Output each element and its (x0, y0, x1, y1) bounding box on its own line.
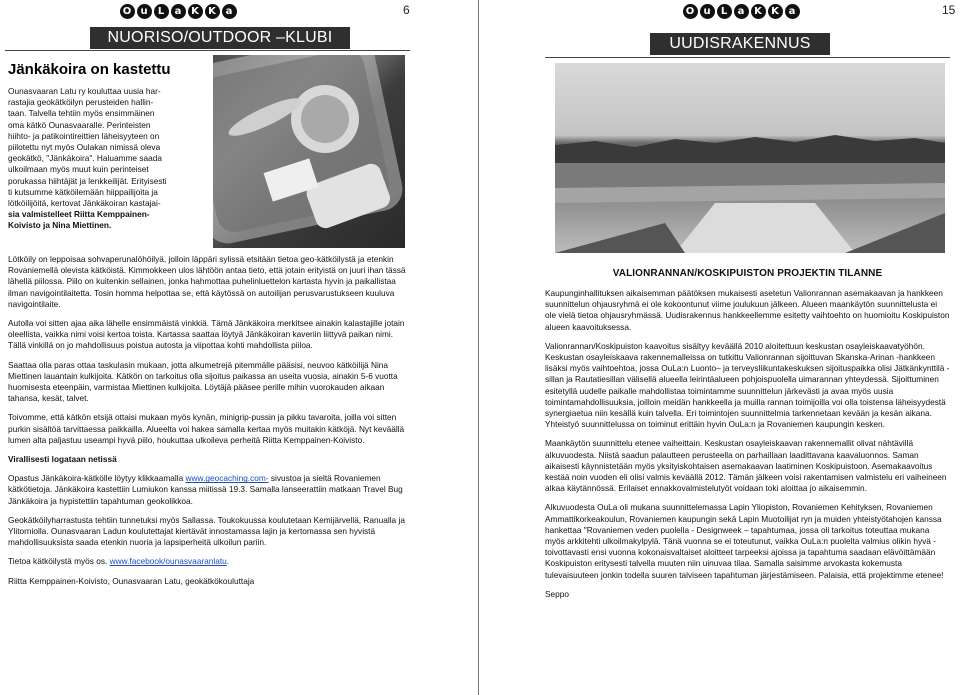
logo-letter: u (700, 4, 715, 19)
intro-line: porukassa hiihtäjät ja lenkkeilijät. Erityisesti (8, 175, 167, 186)
left-section-header: NUORISO/OUTDOOR –KLUBI (90, 27, 350, 49)
body-paragraph-facebook (8, 556, 408, 567)
intro-line: taan. Talvella tehtiin myös ensimmäinen (8, 108, 155, 119)
body-paragraph: Valionrannan/Koskipuiston kaavoitus sisältyy keväällä 2010 aloitettuun keskustan osayleiskaavatyöhön. Keskustan osayleiskaava rakennemalleissa on tutkittu Valionrannan sijoittuvan Skanska-Arinan -hankkeen lisäksi myös vaihtoehtoa, jossa OuLa:n Luonto– ja terveysliikuntakeskuksen sijoituspaikka olisi Jätkänkynttilä -sillan ja Rautatiesillan välisellä alueella leirintäalueen pohjoispuolella uimarannan yhteydessä. Sijoittuminen esitetyllä uudelle paikalle mahdollistaa toimintamme suunnittelun järkevästi ja avaa myös uusia toimintamahdollisuuksia, joilloin meidän hankkeella ja muilla rannan toimijoilla voi olla toistensa läheisyydestä synergiaetua niin kesällä kuin talvella. Eri toimintojen suunnittelmia tarkennetaan kevään ja kesän aikana. Yhteistyö suunnittelussa on toiminut erittäin hyvin OuLa:n ja Rovaniemen kaupungin kesken. (545, 340, 950, 430)
body-paragraph: Autolla voi sitten ajaa aika lähelle ensimmäistä vinkkiä. Tämä Jänkäkoira merkitsee ainakin kalastajille jotain oleellista, vaikka nimi voisi kertoa toista. Kartassa saattaa löytyä Jänkäkoiran kaveriin liittyvä paikan nimi. Tällä vinkillä on jo mahdollisuus poistua autosta ja viipottaa kohti mahdollista piiloa. (8, 318, 405, 351)
body-paragraph: Alkuvuodesta OuLa oli mukana suunnittelemassa Lapin Yliopiston, Rovaniemen Kehityksen, Rovaniemen Ammattikorkeakoulun, Rovaniemen kaupungin sekä Lapin Muotoilijat ryn ja muiden yhteistyötahojen kanssa hankettaa "Rovaniemen veden puolella - Designweek – tapahtumaa, jossa oli tarkoitus toteuttaa mukana myös arkkitehti ulkoilmakylpylä. Tänä vuonna se ei toteutunut, vaikka OuLa:n puolelta valmius olikin hyvä - toivottavasti ensi vuonna kokonaisvaltaiset aloitteet tarpeeksi ajoissa ja tapahtuma saadaan elävöittämään Koskipuiston eritysesti talvella muuten niin uinuvaa tilaa. Samalla saisimme arvokasta kokemusta tulevaisuuteen jonkin todella suuren talviseen tapahtuman järjestämiseen. Palaisia, että projektimme etenee! (545, 502, 944, 580)
intro-line: lötköilijöitä, kertovat Jänkäkoiran kastajai- (8, 198, 161, 209)
intro-line: piilotettu nyt myös Oulakan nimissä oleva (8, 142, 161, 153)
text-run: Opastus Jänkäkoira-kätkölle löytyy klikkaamalla (8, 473, 186, 484)
geocaching-link[interactable]: www.geocaching.com- (185, 473, 269, 484)
intro-line: Koivisto ja Nina Miettinen. (8, 220, 112, 231)
author-line: Riitta Kemppainen-Koivisto, Ounasvaaran Latu, geokätkökouluttaja (8, 575, 255, 586)
article-body (8, 254, 408, 595)
body-paragraph: Kaupunginhallituksen aikaisemman päätöksen mukaisesti asetetun Valionrannan asemakaavan ja hankkeen suunnittelun ohjausryhmä ei ole kokoontunut viime joulukuun jälkeen. Alueen maankäytön suunnittelusta ei ole vielä tietoa ohjausryhmässä. Uudisrakennus hankkeellemme esitetty vaihtoehto on huomioitu Koskipuiston alueen kaavoituksessa. (545, 288, 950, 332)
geocache-photo (213, 55, 405, 248)
left-page-number: 6 (403, 3, 410, 17)
logo-letter: a (222, 4, 237, 19)
intro-line: sia valmistelleet Riitta Kemppainen- (8, 209, 150, 220)
logo-letter: K (188, 4, 203, 19)
intro-line: ulkoilmaan myös muut kuin perinteiset (8, 164, 149, 175)
logo-letter: a (171, 4, 186, 19)
intro-line: oma kätkö Ounasvaaralle. Perinteisten (8, 119, 151, 130)
right-oulakka-logo (683, 4, 800, 19)
left-header-rule (5, 50, 410, 51)
river-landscape-illustration (555, 63, 945, 253)
project-body (545, 288, 950, 608)
article-intro (8, 86, 213, 232)
body-paragraph: Lötköily on leppoisaa sohvaperunalöhöilyä, jolloin läppäri sylissä etsitään tietoa geo-kätköilystä ja etenkin Rovaniemellä olevista kätköistä. Kimmokkeen ulos lähtöön antaa tieto, että jotain erityistä on juuri ihan tässä lähellä piilossa. Piilo on kuitenkin sellainen, jonka hahmottaa puhelinluettelon kartasta hyvin ja paikallistaa ilman navigointilaitetta. Tosin homma helpottaa se, että käytössä on autoilijan perusvarustukseen kuuluva navigointilaite. (8, 254, 406, 309)
right-section-header: UUDISRAKENNUS (650, 33, 830, 55)
logo-letter: a (734, 4, 749, 19)
logo-letter: u (137, 4, 152, 19)
text-run: sivustoa ja sieltä Rovaniemen kätkötietoja. Jänkäkoira kastettiin Lumiukon kanssa miitissä 19.3. Samalla lanseerattiin matkaan Travel Bug Jänkäkoira ja hypistettiin tapahtuman geokolikkoa. (8, 473, 403, 506)
logo-letter: O (120, 4, 135, 19)
signature: Seppo (545, 588, 569, 599)
body-paragraph: Toivomme, että kätkön etsijä ottaisi mukaan myös kynän, minigrip-pussin ja pikku tavaroita, joilla voi sitten purkin sisältöä tarvittaessa paikkailla. Alueelta voi hakea samalla kertaa myös muitakin kätköjä. Nyt keväällä lumen alta paljastuu useampi hyvä piilo, houkuttaa ulkoileva perheitä Riitta Kemppainen-Koivisto. (8, 412, 405, 445)
text-run: . (226, 556, 230, 567)
geocache-tin-illustration (213, 55, 405, 248)
body-paragraph-links (8, 473, 408, 507)
subheading-logging: Virallisesti logataan netissä (8, 454, 117, 465)
logo-letter: a (785, 4, 800, 19)
facebook-link[interactable]: www.facebook/ounasvaaranlatu (109, 556, 227, 567)
riverside-photo (555, 63, 945, 253)
page-divider (478, 0, 479, 695)
right-header-rule (545, 57, 950, 58)
logo-letter: K (205, 4, 220, 19)
body-paragraph: Saattaa olla paras ottaa taskulasin mukaan, jotta alkumetrejä pitemmälle pääsisi, neuvoo kätköilijä Nina Miettinen lauantain kulkijoita. Kätkön on tarkoitus olla sijoitus paikassa an useita vuosia, ainakin 5-6 vuotta huomisesta eteenpäin, varmistaa Miettinen kulkijoita. Löytäjä pääsee perille mihin vuorokauden aikaan tahansa, kesät, talvet. (8, 359, 398, 404)
body-paragraph: Maankäytön suunnittelu etenee vaiheittain. Keskustan osayleiskaavan rakennemallit olivat nähtävillä alkuvuodesta. Niistä saadun palautteen perusteella on parhaillaan laadittavana kaavaluonnos. Saman aikaisesti käynnistetään myös yksityiskohtaisen asemakaavan laatiminen Koskipuistoon. Asemakaavoitus kestää noin vuoden eli olisi valmis keväällä 2012. Tämän jälkeen voisi rakentamisen valmistelu eri vaiheineen alkaa käytännössä. Erilaiset ennakkovalmistelutyöt voidaan toki aloittaa jo aikaisemmin. (545, 438, 947, 494)
project-heading: VALIONRANNAN/KOSKIPUISTON PROJEKTIN TILANNE (612, 268, 883, 279)
intro-line: hiihto- ja patikointireittien läheisyyteen on (8, 130, 160, 141)
logo-letter: K (751, 4, 766, 19)
intro-line: geokätkö, "Jänkäkoira". Haluamme saada (8, 153, 162, 164)
article-title: Jänkäkoira on kastettu (8, 61, 171, 78)
intro-line: rastajia geokätköilyn perusteiden hallin- (8, 97, 154, 108)
intro-line: Ounasvaaran Latu ry kouluttaa uusia har- (8, 86, 161, 96)
logo-letter: K (768, 4, 783, 19)
body-paragraph: Geokätköilyharrastusta tehtiin tunnetuksi myös Sallassa. Toukokuussa koulutetaan Kemijärvellä, Ranualla ja Ylitorniolla. Ounasvaaran Ladun koulutettajat kiertävät innostamassa lajin ja kertomassa sen hyvistä mahdollisuuksista saada etenkin nuoria ja lapsiperheitä ulkoilun pariin. (8, 514, 405, 548)
logo-letter: O (683, 4, 698, 19)
logo-letter: L (717, 4, 732, 19)
intro-line: ti kutsumme kätköilemään hiippailijoita ja (8, 186, 158, 197)
text-run: Tietoa kätköilystä myös os. (8, 556, 110, 567)
right-page-number: 15 (942, 3, 956, 17)
left-oulakka-logo (120, 4, 237, 19)
logo-letter: L (154, 4, 169, 19)
